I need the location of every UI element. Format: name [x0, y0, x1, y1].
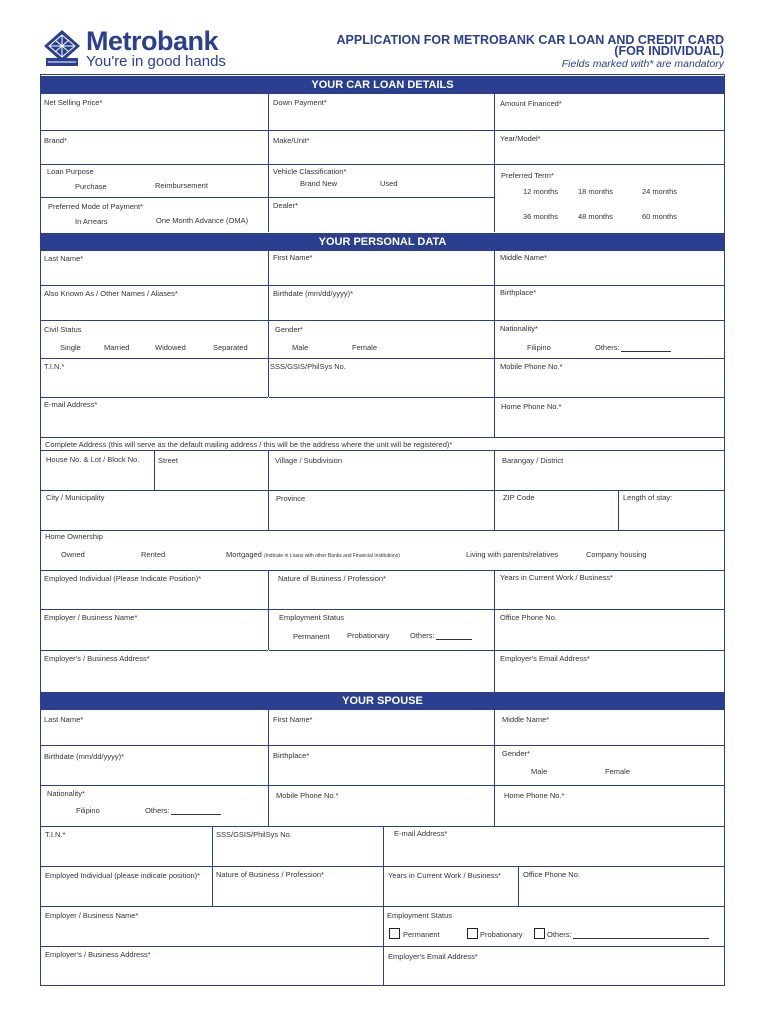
spouse-status-others-label: Others: — [547, 930, 572, 939]
spouse-employer-address-field[interactable]: Employer's / Business Address* — [45, 950, 151, 959]
nature-of-business-field[interactable]: Nature of Business / Profession* — [278, 574, 386, 583]
office-phone-field[interactable]: Office Phone No. — [500, 613, 557, 622]
spouse-employer-name-field[interactable]: Employer / Business Name* — [45, 911, 139, 920]
grid-line — [40, 164, 725, 165]
grid-line — [212, 826, 213, 866]
dealer-field[interactable]: Dealer* — [273, 201, 299, 210]
tin-field[interactable]: T.I.N.* — [44, 362, 65, 371]
length-of-stay-field[interactable]: Length of stay: — [623, 493, 673, 502]
home-phone-field[interactable]: Home Phone No.* — [501, 402, 562, 411]
zip-field[interactable]: ZIP Code — [503, 493, 535, 502]
civil-status-label: Civil Status — [44, 325, 82, 334]
birthplace-field[interactable]: Birthplace* — [500, 288, 537, 297]
amount-financed-field[interactable]: Amount Financed* — [500, 99, 562, 108]
employer-name-field[interactable]: Employer / Business Name* — [44, 613, 138, 622]
city-field[interactable]: City / Municipality — [46, 493, 105, 502]
mortgaged-label: Mortgaged — [226, 550, 262, 559]
spouse-gender-male-option[interactable]: Male — [531, 767, 548, 776]
barangay-field[interactable]: Barangay / District — [502, 456, 564, 465]
spouse-probationary-label: Probationary — [480, 930, 523, 939]
form-subtitle: (FOR INDIVIDUAL) — [614, 44, 724, 58]
term-12-option[interactable]: 12 months — [523, 187, 559, 196]
spouse-nationality-others-option[interactable] — [145, 806, 221, 815]
preferred-term-label: Preferred Term* — [501, 171, 554, 180]
grid-line — [40, 450, 725, 451]
spouse-status-others-option[interactable] — [547, 930, 709, 939]
grid-line — [494, 94, 495, 232]
home-ownership-label: Home Ownership — [45, 532, 103, 541]
grid-line — [494, 251, 495, 438]
grid-line — [268, 710, 269, 826]
spouse-email-field[interactable]: E-mail Address* — [394, 829, 448, 838]
ownership-living-with-parents-option[interactable]: Living with parents/relatives — [466, 550, 559, 559]
mortgaged-note: (Indicate in Loans with other Banks and Financial Institutions) — [263, 553, 400, 559]
nationality-label: Nationality* — [500, 324, 538, 333]
others-label: Others: — [595, 343, 620, 352]
spouse-sss-field[interactable]: SSS/GSIS/PhilSys No. — [216, 830, 292, 839]
vehicle-classification-label: Vehicle Classification* — [273, 167, 347, 176]
loan-purpose-label: Loan Purpose — [47, 167, 94, 176]
village-field[interactable]: Village / Subdivision — [275, 456, 342, 465]
spouse-nature-of-business-field[interactable]: Nature of Business / Profession* — [216, 870, 324, 879]
province-field[interactable]: Province — [276, 494, 306, 503]
spouse-last-name-field[interactable]: Last Name* — [44, 715, 84, 724]
grid-line — [40, 785, 725, 786]
employer-email-field[interactable]: Employer's Email Address* — [500, 654, 590, 663]
middle-name-field[interactable]: Middle Name* — [500, 253, 548, 262]
grid-line — [40, 320, 725, 321]
spouse-middle-name-field[interactable]: Middle Name* — [502, 715, 550, 724]
spouse-nationality-label: Nationality* — [47, 789, 85, 798]
spouse-probationary-checkbox[interactable] — [467, 928, 478, 939]
grid-gap — [268, 650, 269, 692]
spouse-gender-label: Gender* — [502, 749, 530, 758]
spouse-gender-female-option[interactable]: Female — [605, 767, 631, 776]
make-unit-field[interactable]: Make/Unit* — [273, 136, 310, 145]
spouse-office-phone-field[interactable]: Office Phone No. — [523, 870, 580, 879]
nationality-filipino-option[interactable]: Filipino — [527, 343, 551, 352]
loan-purpose-purchase-option[interactable]: Purchase — [75, 182, 107, 191]
ownership-company-housing-option[interactable]: Company housing — [586, 550, 647, 559]
grid-line — [40, 197, 494, 198]
down-payment-field[interactable]: Down Payment* — [273, 98, 327, 107]
spouse-permanent-checkbox[interactable] — [389, 928, 400, 939]
employed-individual-field[interactable]: Employed Individual (Please Indicate Position)* — [44, 574, 202, 583]
loan-purpose-reimbursement-option[interactable]: Reimbursement — [155, 181, 208, 190]
house-no-field[interactable]: House No. & Lot / Block No. — [46, 455, 140, 464]
in-arrears-option[interactable]: In Arrears — [75, 217, 108, 226]
gender-label: Gender* — [275, 325, 303, 334]
year-model-field[interactable]: Year/Model* — [500, 134, 541, 143]
gender-male-option[interactable]: Male — [292, 343, 309, 352]
spouse-nationality-filipino-option[interactable]: Filipino — [76, 806, 100, 815]
section-personal-data-header: YOUR PERSONAL DATA — [40, 233, 725, 251]
grid-line — [40, 745, 725, 746]
birthdate-field[interactable]: Birthdate (mm/dd/yyyy)* — [273, 289, 354, 298]
employer-address-field[interactable]: Employer's / Business Address* — [44, 654, 150, 663]
vehicle-used-option[interactable]: Used — [380, 179, 398, 188]
spouse-employment-status-label: Employment Status — [387, 911, 453, 920]
grid-line — [618, 490, 619, 530]
term-18-option[interactable]: 18 months — [578, 187, 614, 196]
grid-line — [154, 450, 155, 490]
spouse-first-name-field[interactable]: First Name* — [273, 715, 313, 724]
grid-line — [518, 866, 519, 906]
vehicle-brand-new-option[interactable]: Brand New — [300, 179, 338, 188]
street-field[interactable]: Street — [158, 456, 179, 465]
grid-line — [40, 285, 725, 286]
grid-gap — [268, 397, 269, 437]
status-permanent-option[interactable]: Permanent — [293, 632, 330, 641]
spouse-others-checkbox[interactable] — [534, 928, 545, 939]
brand-name: Metrobank — [86, 26, 219, 56]
grid-line — [494, 710, 495, 826]
last-name-field[interactable]: Last Name* — [44, 254, 84, 263]
civil-widowed-option[interactable]: Widowed — [155, 343, 186, 352]
gender-female-option[interactable]: Female — [352, 343, 378, 352]
grid-line — [40, 397, 725, 398]
sss-field[interactable]: SSS/GSIS/PhilSys No. — [270, 362, 346, 371]
spouse-mobile-field[interactable]: Mobile Phone No.* — [276, 791, 339, 800]
spouse-birthplace-field[interactable]: Birthplace* — [273, 751, 310, 760]
spouse-permanent-label: Permanent — [403, 930, 440, 939]
metrobank-logo — [42, 28, 232, 72]
spouse-home-phone-field[interactable]: Home Phone No.* — [504, 791, 565, 800]
grid-line — [40, 946, 725, 947]
brand-field[interactable]: Brand* — [44, 136, 67, 145]
aka-field[interactable]: Also Known As / Other Names / Aliases* — [44, 289, 178, 298]
ownership-rented-option[interactable]: Rented — [141, 550, 166, 559]
spouse-tin-field[interactable]: T.I.N.* — [45, 830, 66, 839]
status-probationary-option[interactable]: Probationary — [347, 631, 390, 640]
complete-address-label: Complete Address (this will serve as the default mailing address / this will be the address where the unit will be registered)* — [45, 440, 453, 449]
ownership-owned-option[interactable]: Owned — [61, 550, 85, 559]
civil-single-option[interactable]: Single — [60, 343, 81, 352]
form-title: APPLICATION FOR METROBANK CAR LOAN AND CREDIT CARD — [336, 33, 724, 47]
grid-line — [40, 490, 725, 491]
grid-line — [494, 570, 495, 692]
spouse-years-in-work-field[interactable]: Years in Current Work / Business* — [388, 871, 501, 880]
spouse-others-label: Others: — [145, 806, 170, 815]
grid-line — [268, 94, 269, 232]
term-24-option[interactable]: 24 months — [642, 187, 678, 196]
net-selling-price-field[interactable]: Net Selling Price* — [44, 98, 103, 107]
mandatory-note: Fields marked with* are mandatory — [561, 58, 724, 70]
employment-status-label: Employment Status — [279, 613, 345, 622]
grid-line — [212, 866, 213, 906]
term-36-option[interactable]: 36 months — [523, 212, 559, 221]
mode-of-payment-label: Preferred Mode of Payment* — [48, 202, 144, 211]
section-car-loan-header: YOUR CAR LOAN DETAILS — [40, 76, 725, 94]
grid-line — [40, 570, 725, 571]
grid-line — [40, 437, 725, 438]
civil-separated-option[interactable]: Separated — [213, 343, 248, 352]
first-name-field[interactable]: First Name* — [273, 253, 313, 262]
grid-line — [40, 906, 725, 907]
status-others-label: Others: — [410, 631, 435, 640]
section-spouse-header: YOUR SPOUSE — [40, 692, 725, 710]
grid-line — [40, 609, 725, 610]
oma-option[interactable]: One Month Advance (OMA) — [156, 216, 249, 225]
email-field[interactable]: E-mail Address* — [44, 400, 98, 409]
brand-tagline: You're in good hands — [86, 53, 226, 70]
ownership-mortgaged-option[interactable] — [226, 550, 400, 559]
term-48-option[interactable]: 48 months — [578, 212, 614, 221]
spouse-employer-email-field[interactable]: Employer's Email Address* — [388, 952, 478, 961]
metrobank-logo-icon — [42, 28, 82, 68]
status-others-option[interactable] — [410, 631, 472, 640]
civil-married-option[interactable]: Married — [104, 343, 130, 352]
grid-line — [40, 866, 725, 867]
mobile-phone-field[interactable]: Mobile Phone No.* — [500, 362, 563, 371]
nationality-others-option[interactable] — [595, 343, 671, 352]
grid-line — [40, 130, 725, 131]
term-60-option[interactable]: 60 months — [642, 212, 678, 221]
grid-line — [40, 650, 725, 651]
years-in-work-field[interactable]: Years in Current Work / Business* — [500, 573, 613, 582]
spouse-employed-individual-field[interactable]: Employed Individual (please indicate position)* — [45, 871, 201, 880]
grid-line — [40, 530, 725, 531]
grid-line — [40, 358, 725, 359]
spouse-birthdate-field[interactable]: Birthdate (mm/dd/yyyy)* — [44, 752, 125, 761]
